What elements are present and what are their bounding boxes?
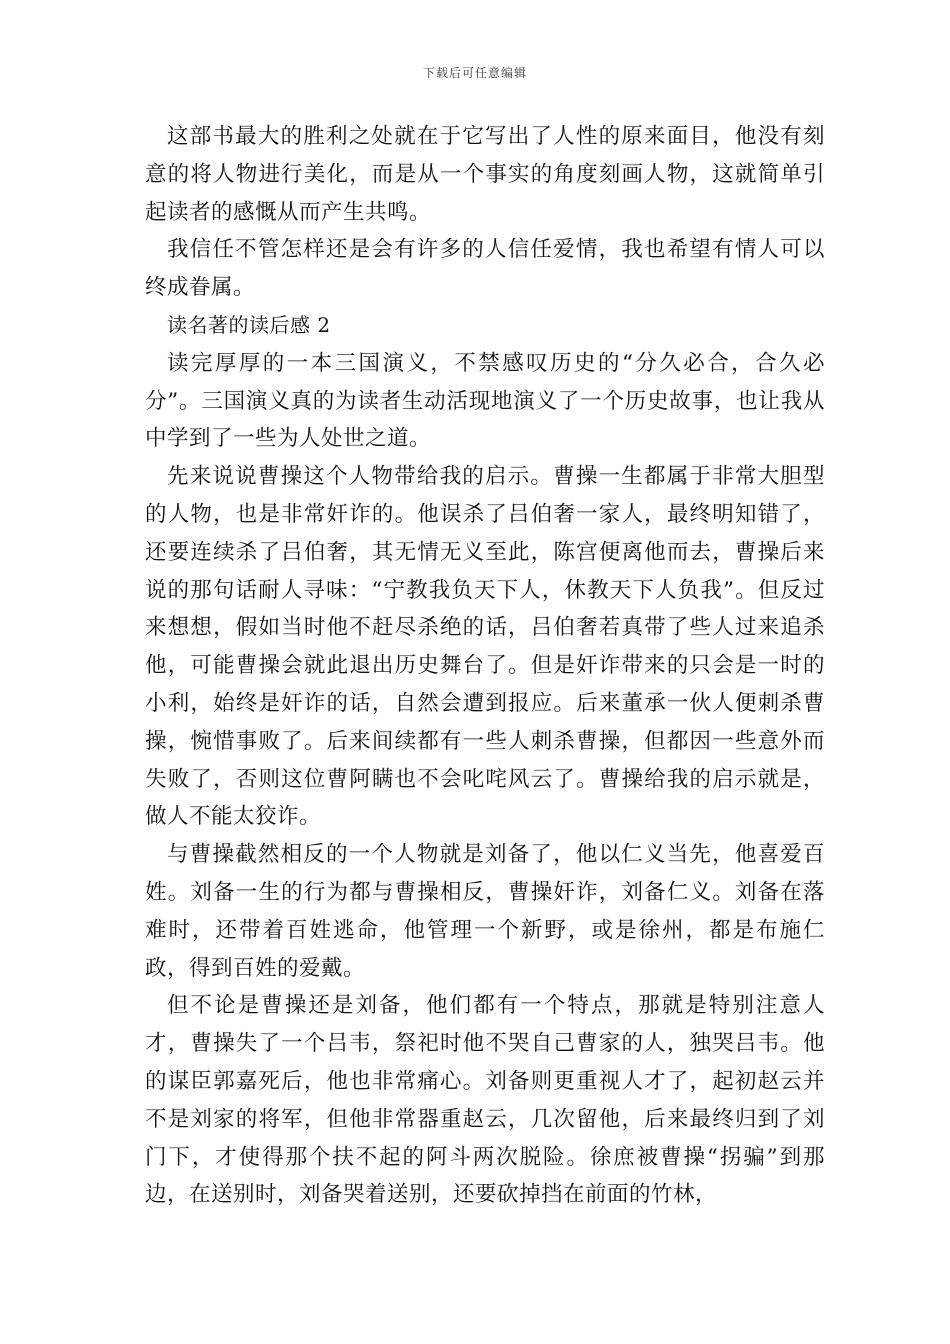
section-paragraph-2: 先来说说曹操这个人物带给我的启示。曹操一生都属于非常大胆型的人物，也是非常奸诈的。他误杀了吕伯奢一家人，最终明知错了，还要连续杀了吕伯奢，其无情无义至此，陈宫便离他而去，曹操后来说的那句话耐人寻味：“宁教我负天下人，休教天下人负我”。但反过来想想，假如当时他不赶尽杀绝的话，吕伯奢若真带了些人过来追杀他，可能曹操会就此退出历史舞台了。但是奸诈带来的只会是一时的小利，始终是奸诈的话，自然会遭到报应。后来董承一伙人便刺杀曹操，惋惜事败了。后来间续都有一些人刺杀曹操，但都因一些意外而失败了，否则这位曹阿瞒也不会叱咤风云了。曹操给我的启示就是，做人不能太狡诈。 [145,464,825,830]
paragraph-1: 这部书最大的胜利之处就在于它写出了人性的原来面目，他没有刻意的将人物进行美化，而是从一个事实的角度刻画人物，这就简单引起读者的感慨从而产生共鸣。 [145,124,825,225]
paragraph-2: 我信任不管怎样还是会有许多的人信任爱情，我也希望有情人可以终成眷属。 [145,237,825,301]
section-title: 读名著的读后感 2 [167,312,331,337]
section-paragraph-1: 读完厚厚的一本三国演义，不禁感叹历史的“分久必合，合久必分”。三国演义真的为读者生动活现地演义了一个历史故事，也让我从中学到了一些为人处世之道。 [145,350,825,452]
section-paragraph-3: 与曹操截然相反的一个人物就是刘备了，他以仁义当先，他喜爱百姓。刘备一生的行为都与曹操相反，曹操奸诈，刘备仁义。刘备在落难时，还带着百姓逃命，他管理一个新野，或是徐州，都是布施仁政，得到百姓的爱戴。 [145,842,825,981]
section-paragraph-4: 但不论是曹操还是刘备，他们都有一个特点，那就是特别注意人才，曹操失了一个吕韦，祭祀时他不哭自己曹家的人，独哭吕韦。他的谋臣郭嘉死后，他也非常痛心。刘备则更重视人才了，起初赵云并不是刘家的将军，但他非常器重赵云，几次留他，后来最终归到了刘门下，才使得那个扶不起的阿斗两次脱险。徐庶被曹操“拐骗”到那边，在送别时，刘备哭着送别，还要砍掉挡在前面的竹林， [145,993,825,1208]
page-header: 下载后可任意编辑 [422,66,527,80]
document-body [145,118,825,1214]
